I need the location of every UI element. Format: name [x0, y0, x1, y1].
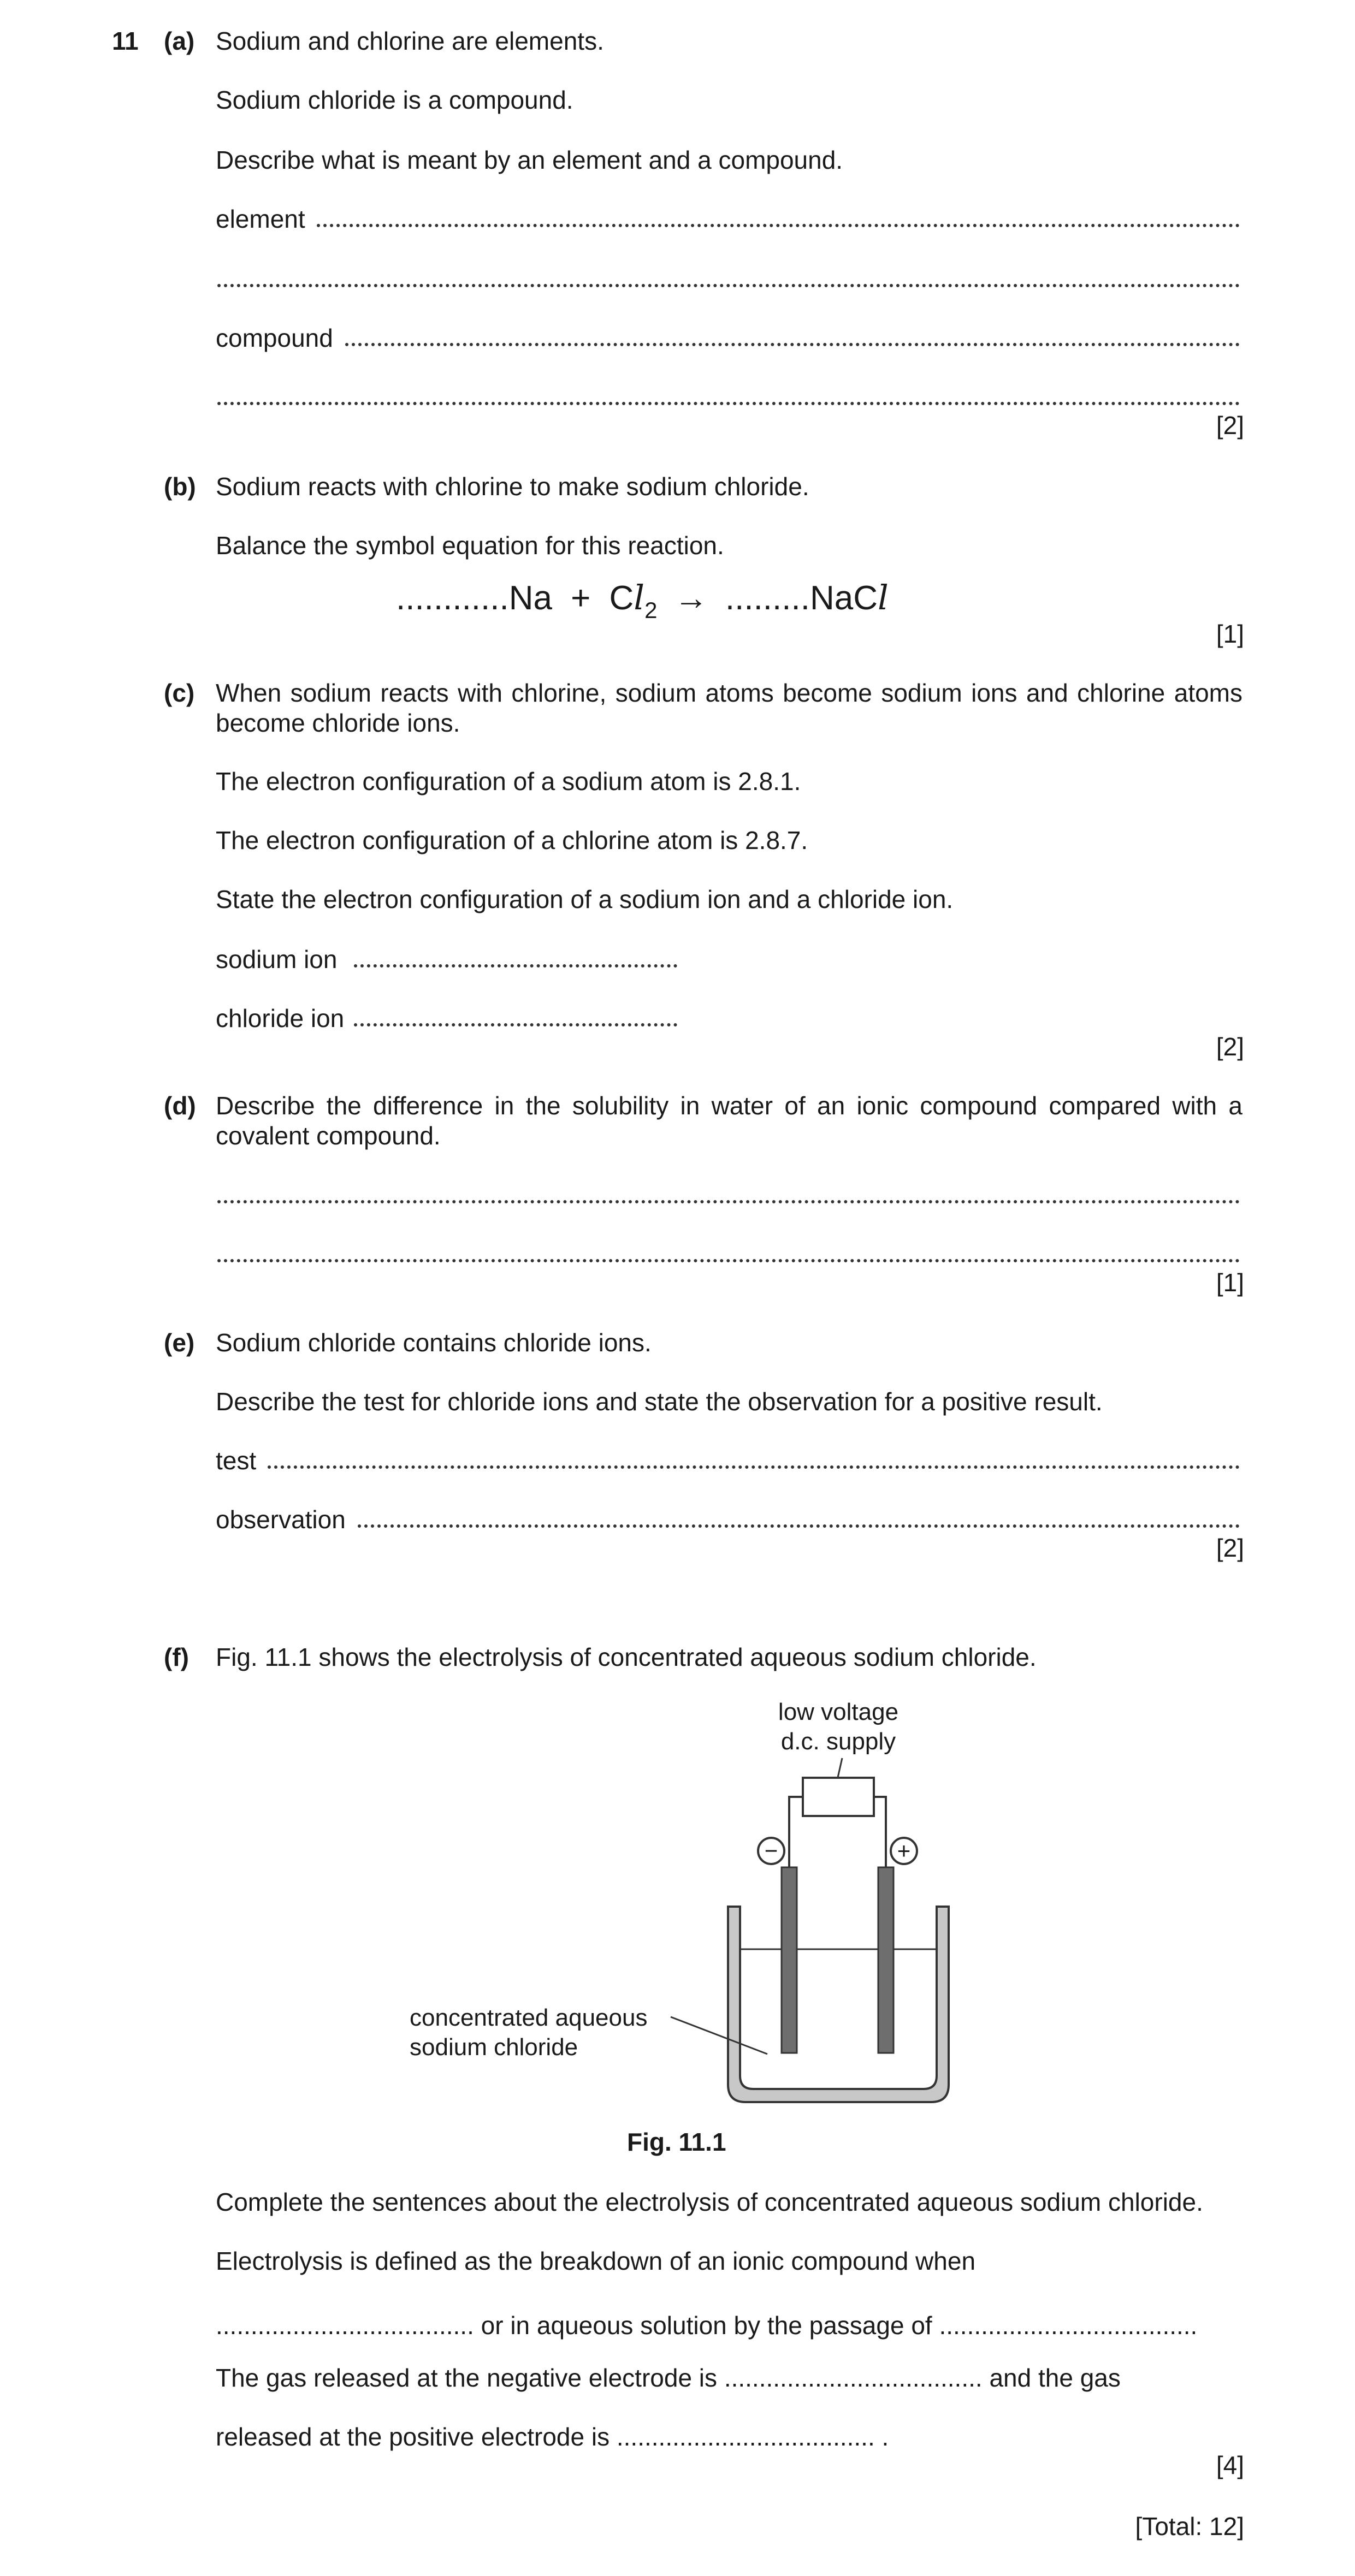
part-b-line-1: Sodium reacts with chlorine to make sodium chloride.: [216, 472, 809, 501]
equation-cl: C: [609, 579, 634, 617]
solution-label-2: sodium chloride: [410, 2034, 578, 2061]
part-c-label: (c): [164, 679, 195, 707]
test-answer-line[interactable]: [268, 1465, 1240, 1469]
element-answer-line-1[interactable]: [317, 224, 1240, 227]
sentence-3-start: The gas released at the negative electrode is: [216, 2364, 718, 2392]
part-d-answer-line-1[interactable]: [217, 1200, 1240, 1203]
part-b-label: (b): [164, 472, 196, 501]
part-e-label: (e): [164, 1328, 195, 1357]
part-d-answer-line-2[interactable]: [217, 1259, 1240, 1262]
part-c-line-2: The electron configuration of a chlorine atom is 2.8.7.: [216, 826, 808, 854]
equation-blank-2[interactable]: .........: [725, 579, 810, 617]
part-b-line-2: Balance the symbol equation for this reaction.: [216, 531, 724, 560]
part-e-line-1: Sodium chloride contains chloride ions.: [216, 1328, 652, 1357]
element-label: element: [216, 205, 305, 233]
equation-subscript: 2: [644, 597, 658, 623]
observation-label: observation: [216, 1505, 346, 1534]
sentence-3: [216, 2363, 1121, 2393]
positive-electrode: [878, 1867, 894, 2053]
wire-left: [789, 1797, 803, 1867]
element-answer-line-2[interactable]: [217, 284, 1240, 287]
sodium-ion-answer-line[interactable]: [354, 964, 677, 968]
part-f-intro: Fig. 11.1 shows the electrolysis of concentrated aqueous sodium chloride.: [216, 1643, 1037, 1671]
part-b-marks: [1]: [1216, 620, 1244, 648]
figure-caption: Fig. 11.1: [627, 2128, 726, 2156]
dc-supply-box: [803, 1778, 874, 1816]
equation-l: l: [634, 578, 645, 618]
total-marks: [Total: 12]: [1135, 2512, 1244, 2541]
negative-electrode: [782, 1867, 797, 2053]
part-d-marks: [1]: [1216, 1268, 1244, 1297]
blank-state[interactable]: .....................................: [216, 2311, 474, 2340]
observation-answer-line[interactable]: [358, 1524, 1240, 1528]
sentence-2: [216, 2311, 1197, 2341]
blank-positive-gas[interactable]: .....................................: [616, 2423, 875, 2451]
equation-l-2: l: [877, 578, 889, 618]
supply-label-1: low voltage: [778, 1699, 899, 1725]
negative-terminal-sign: −: [764, 1838, 778, 1863]
sentence-3-end: and the gas: [989, 2364, 1121, 2392]
part-e-marks: [2]: [1216, 1534, 1244, 1562]
blank-negative-gas[interactable]: .....................................: [724, 2364, 983, 2392]
part-c-line-3: State the electron configuration of a sodium ion and a chloride ion.: [216, 885, 954, 913]
part-e-line-2: Describe the test for chloride ions and state the observation for a positive result.: [216, 1387, 1103, 1416]
positive-terminal-sign: +: [897, 1838, 911, 1863]
part-d-label: (d): [164, 1091, 196, 1120]
sentence-2-middle: or in aqueous solution by the passage of: [481, 2311, 932, 2340]
part-a-line-1: Sodium and chlorine are elements.: [216, 27, 604, 55]
part-a-label: (a): [164, 27, 195, 55]
compound-label: compound: [216, 324, 333, 352]
chloride-ion-label: chloride ion: [216, 1004, 345, 1032]
part-a-line-3: Describe what is meant by an element and a compound.: [216, 146, 843, 174]
chloride-ion-answer-line[interactable]: [354, 1023, 677, 1026]
compound-answer-line-2[interactable]: [217, 402, 1240, 405]
sentence-1: Electrolysis is defined as the breakdown of an ionic compound when: [216, 2247, 976, 2275]
equation-nacl: NaC: [809, 579, 878, 617]
part-a-marks: [2]: [1216, 411, 1244, 440]
supply-label-2: d.c. supply: [780, 1728, 896, 1755]
wire-right: [874, 1797, 886, 1867]
sentence-4-start: released at the positive electrode is: [216, 2423, 610, 2451]
compound-answer-line-1[interactable]: [345, 343, 1240, 346]
part-d-intro: Describe the difference in the solubility in water of an ionic compound compared with a covalent compound.: [216, 1091, 1242, 1150]
equation-na: Na: [508, 579, 552, 617]
equation-arrow: →: [674, 579, 708, 617]
sodium-ion-label: sodium ion: [216, 945, 338, 974]
blank-electricity[interactable]: .....................................: [939, 2311, 1198, 2340]
part-a-line-2: Sodium chloride is a compound.: [216, 86, 573, 114]
part-c-line-1: The electron configuration of a sodium atom is 2.8.1.: [216, 767, 801, 796]
part-f-label: (f): [164, 1643, 189, 1671]
solution-label-1: concentrated aqueous: [410, 2004, 648, 2031]
sentence-4: [216, 2422, 889, 2452]
part-f-marks: [4]: [1216, 2451, 1244, 2479]
solution-pointer: [671, 2017, 767, 2054]
question-number: 11: [112, 27, 139, 55]
part-c-marks: [2]: [1216, 1032, 1244, 1061]
balance-equation: [396, 578, 889, 623]
electrolysis-diagram: [382, 1693, 983, 2118]
beaker: [728, 1907, 949, 2102]
part-f-instruction: Complete the sentences about the electrolysis of concentrated aqueous sodium chloride.: [216, 2188, 1203, 2216]
equation-plus: +: [571, 579, 591, 617]
sentence-4-end: .: [881, 2423, 889, 2451]
part-c-intro: When sodium reacts with chlorine, sodium atoms become sodium ions and chlorine atoms become chloride ions.: [216, 679, 1242, 738]
test-label: test: [216, 1446, 257, 1475]
equation-blank-1[interactable]: ............: [396, 579, 509, 617]
